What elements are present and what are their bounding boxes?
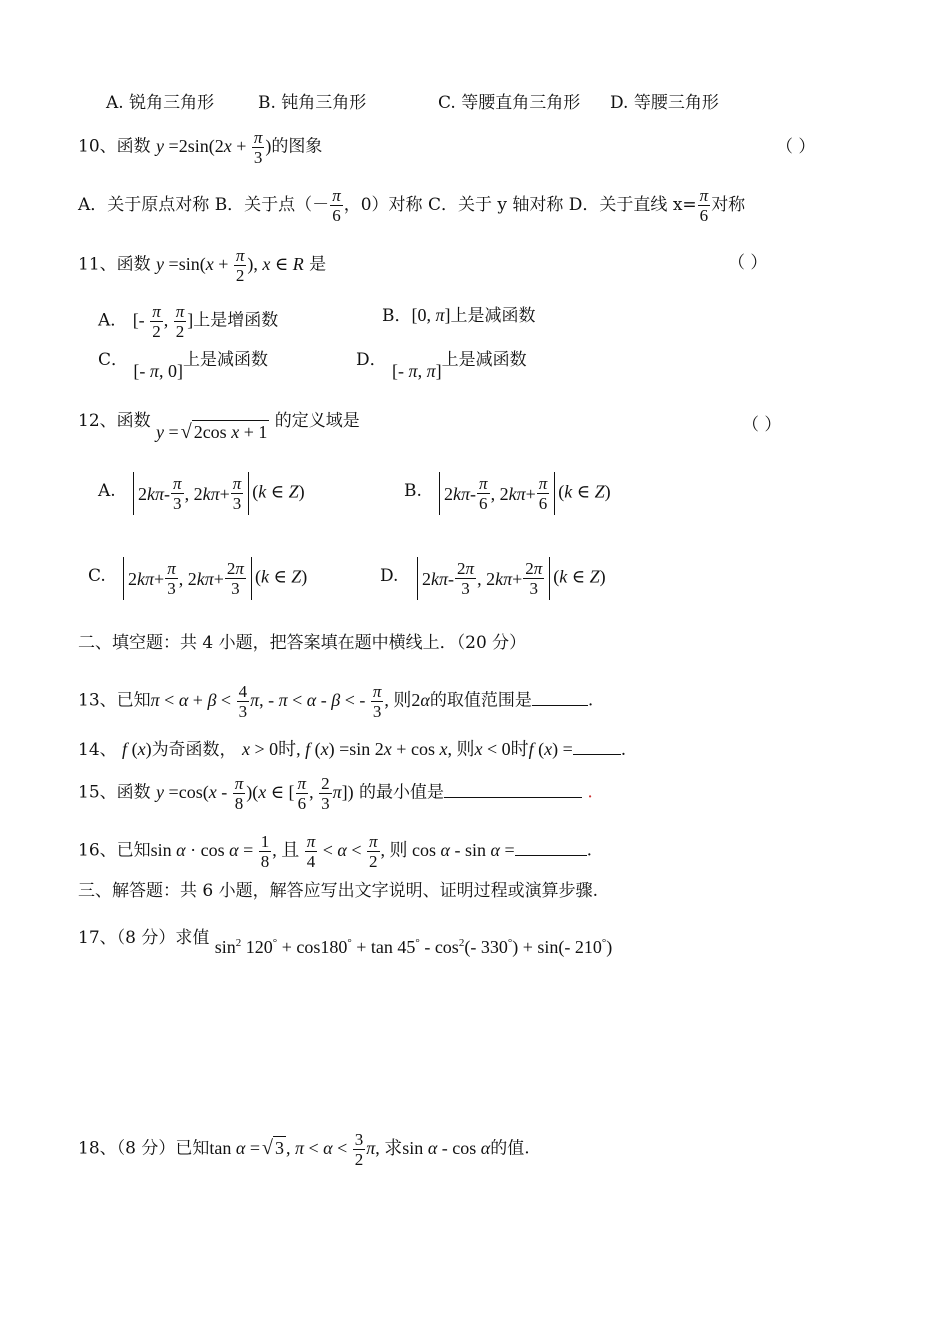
q11-option-d: D． [- π, π]上是减函数 [356, 350, 527, 381]
q10-option-d-pre: D．关于直线 x= [568, 195, 697, 215]
q12-option-c-label: C. [88, 566, 106, 586]
q11-option-c: C． [- π, 0]上是减函数 [98, 350, 268, 381]
q15-answer-blank[interactable] [444, 782, 582, 798]
q11-option-b: B．[0, π]上是减函数 [382, 305, 536, 326]
question-15: 15、函数 y =cos(x - $\frac{\pi}{8}$ )(x ∈ [ $\frac{\pi}{6}$ , $\frac{2}{3}$ π]) 的最小值是 . [78, 774, 593, 813]
q12-lead: 函数 [116, 411, 151, 431]
question-17 [78, 922, 613, 957]
q15-number: 15、 [78, 782, 117, 803]
q17-number: 17、 [78, 928, 117, 948]
q10-number: 10、 [78, 136, 117, 157]
q18-formula: tan α = √ 3 , π < α < $\frac{3}{2}$ π, 求sin α - cos α [209, 1130, 491, 1169]
section-3-heading: 三、解答题：共 6 小题，解答应写出文字说明、证明过程或演算步骤. [78, 881, 599, 901]
q11-number: 11、 [78, 254, 117, 275]
q14-answer-blank[interactable] [573, 739, 621, 755]
q10-tail: 的图象 [271, 136, 323, 157]
q11-option-c-label: C． [98, 350, 129, 370]
question-11 [78, 246, 326, 285]
q11-option-a-text: 上是增函数 [193, 310, 279, 331]
question-13: 13、已知π < α + β < $\frac{4}{3}$ π, - π < α - β < - $\frac{\pi}{3}$ , 则2α的取值范围是 . [78, 682, 594, 721]
q11-answer-paren: （ ） [728, 253, 768, 273]
q9-option-c: C. 等腰直角三角形 [438, 93, 581, 113]
q13-answer-blank[interactable] [532, 690, 588, 706]
q11-option-d-label: D． [356, 350, 387, 370]
q13-number: 13、 [78, 690, 117, 711]
q11-option-d-text: 上是减函数 [441, 350, 527, 370]
q11-option-c-text: 上是减函数 [182, 350, 268, 370]
question-14: 14、 f (x)为奇函数， x > 0时, f (x) =sin 2x + cos x, 则x < 0时f (x) = . [78, 739, 627, 760]
q10-options: A．关于原点对称 B．关于点（－ $\frac{\pi}{6}$ ，0）对称 C．关于 y 轴对称 D．关于直线 x= $\frac{\pi}{6}$ 对称 [78, 186, 746, 225]
q17-lead: （8 分）求值 [116, 928, 210, 948]
q13-formula: π < α + β < $\frac{4}{3}$ π, - π < α - β < - $\frac{\pi}{3}$ , 则2α [150, 682, 430, 721]
q16-lead: 已知 [116, 840, 151, 861]
question-10 [78, 128, 322, 167]
q12-option-d-label: D. [380, 566, 399, 586]
q10-option-b-post: ，0）对称 [343, 195, 423, 215]
q9-option-a: A. 锐角三角形 [106, 93, 215, 113]
q16-answer-blank[interactable] [515, 840, 587, 856]
q11-lead: 函数 [116, 254, 151, 275]
question-16: 16、已知sin α · cos α = $\frac{1}{8}$ , 且 $\frac{\pi}{4}$ < α < $\frac{\pi}{2}$ , 则 cos α - sin α = . [78, 832, 593, 871]
q11-option-b-text: 上是减函数 [450, 306, 536, 326]
q15-formula: y =cos(x - $\frac{\pi}{8}$ )(x ∈ [ $\frac{\pi}{6}$ , $\frac{2}{3}$ π]) [156, 774, 354, 813]
q10-option-d-post: 对称 [711, 195, 746, 215]
q10-option-b-pre: B．关于点（－ [214, 195, 330, 215]
q11-option-b-label: B． [382, 306, 412, 326]
question-12 [78, 408, 360, 443]
q14-number: 14、 [78, 740, 117, 760]
q10-option-a: A．关于原点对称 [78, 195, 210, 215]
q12-option-b-label: B. [404, 481, 422, 501]
q18-number: 18、 [78, 1138, 117, 1159]
question-18 [78, 1130, 530, 1169]
q12-answer-paren: （ ） [742, 415, 782, 435]
q16-formula: sin α · cos α = $\frac{1}{8}$ , 且 $\frac{\pi}{4}$ < α < $\frac{\pi}{2}$ , 则 cos α - sin α = [150, 832, 515, 871]
q14-text: 为奇函数， [151, 740, 237, 760]
q18-lead: （8 分）已知 [116, 1138, 210, 1159]
q11-option-a: A． [- $\frac{\pi}{2}$ , $\frac{\pi}{2}$ ]上是增函数 [98, 302, 279, 341]
q12-option-d-formula: 2 k π - $\frac{2\pi}{3}$ , 2 k π + $\frac{2\pi}{3}$ (k ∈ Z) [414, 557, 606, 600]
q10-formula: y =2sin(2x + $\frac{\pi}{3}$ ) [156, 128, 272, 167]
q11-tail: 是 [309, 254, 327, 275]
q11-option-a-label: A． [98, 310, 128, 331]
section-2-heading: 二、填空题：共 4 小题，把答案填在题中横线上．（20 分） [78, 633, 527, 653]
q10-lead: 函数 [116, 136, 151, 157]
q12-option-b-formula: 2 k π - $\frac{\pi}{6}$ , 2 k π + $\frac{\pi}{6}$ (k ∈ Z) [436, 472, 611, 515]
q15-lead: 函数 [116, 782, 151, 803]
q12-option-c-formula: 2 k π + $\frac{\pi}{3}$ , 2 k π + $\frac{2\pi}{3}$ (k ∈ Z) [120, 557, 307, 600]
q10-option-c: C．关于 y 轴对称 [427, 195, 564, 215]
q11-formula: y =sin(x + $\frac{\pi}{2}$ ), x ∈ R [156, 246, 304, 285]
q12-option-a-label: A. [98, 481, 116, 501]
q10-answer-paren: （ ） [776, 137, 816, 157]
q12-formula: y = √ 2cos x + 1 [156, 421, 268, 443]
q17-formula: $\sin^2 120^\circ + \cos 180^\circ + \tan 45^\circ - \cos^2(-$ 330°) + sin(- 210°) [214, 937, 613, 957]
q9-option-d: D. 等腰三角形 [610, 93, 719, 113]
q9-option-b: B. 钝角三角形 [258, 93, 367, 113]
q12-option-a-formula: 2 k π - $\frac{\pi}{3}$ , 2 k π + $\frac{\pi}{3}$ (k ∈ Z) [130, 472, 305, 515]
q14-formula: x > 0时, f (x) =sin 2x + cos x, 则x < 0时f (x) = [241, 739, 573, 759]
q13-tail: 的取值范围是 [429, 690, 532, 711]
q13-lead: 已知 [116, 690, 151, 711]
q15-tail: 的最小值是 [359, 782, 445, 803]
q12-number: 12、 [78, 411, 117, 431]
q16-number: 16、 [78, 840, 117, 861]
q18-tail: 的值. [490, 1138, 530, 1159]
q12-tail: 的定义域是 [274, 411, 360, 431]
